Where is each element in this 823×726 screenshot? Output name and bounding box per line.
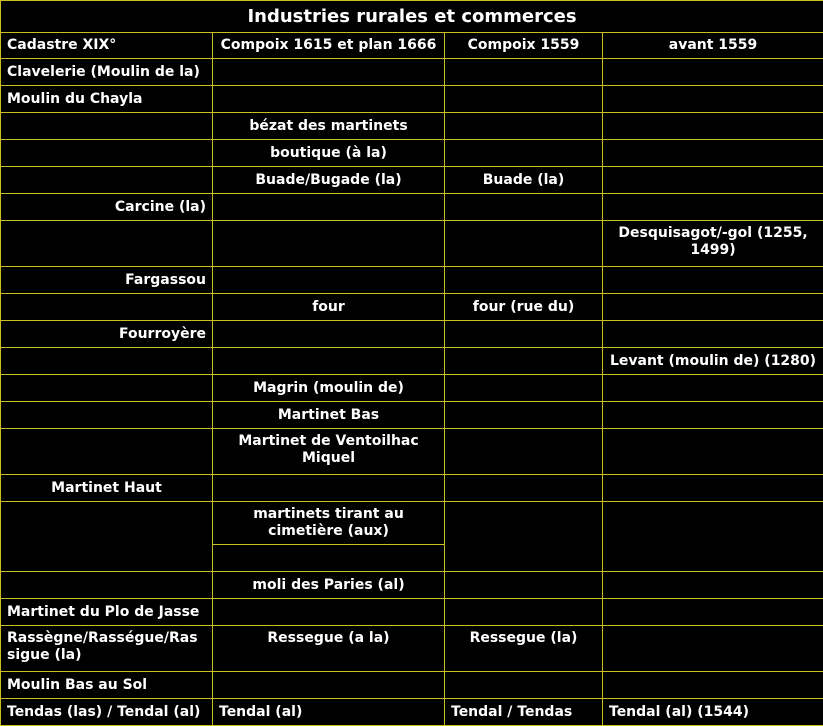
cell: Tendal (al): [213, 699, 445, 726]
cell: Fargassou: [1, 267, 213, 294]
table-row: [1, 572, 823, 599]
cell: Magrin (moulin de): [213, 375, 445, 402]
cell: Buade/Bugade (la): [213, 167, 445, 194]
table-row: [1, 429, 823, 475]
table-row: [1, 167, 823, 194]
cell: [445, 475, 603, 502]
cell: Martinet Haut: [1, 475, 213, 502]
cell: Ressegue (la): [445, 626, 603, 672]
table-row: [1, 348, 823, 375]
table-row: [1, 294, 823, 321]
table-row: [1, 699, 823, 726]
cell: four (rue du): [445, 294, 603, 321]
cell: [445, 113, 603, 140]
table-title: Industries rurales et commerces: [1, 1, 823, 33]
table-row: [1, 502, 823, 545]
cell: [213, 221, 445, 267]
cell: [1, 167, 213, 194]
cell: [213, 194, 445, 221]
cell: Buade (la): [445, 167, 603, 194]
cell: [445, 572, 603, 599]
cell: [445, 221, 603, 267]
table-row: [1, 59, 823, 86]
cell: [1, 348, 213, 375]
cell: [603, 475, 823, 502]
cell: four: [213, 294, 445, 321]
cell: [603, 672, 823, 699]
cell: [603, 599, 823, 626]
cell: Levant (moulin de) (1280): [603, 348, 823, 375]
cell: [603, 572, 823, 599]
cell: martinets tirant au cimetière (aux): [213, 502, 445, 545]
header-cadastre: Cadastre XIX°: [1, 33, 213, 59]
cell: [1, 140, 213, 167]
cell: [1, 294, 213, 321]
cell: [603, 321, 823, 348]
cell: [1, 572, 213, 599]
cell: boutique (à la): [213, 140, 445, 167]
cell: [1, 402, 213, 429]
cell: [445, 375, 603, 402]
cell: [603, 194, 823, 221]
table-row: [1, 672, 823, 699]
cell: Tendal (al) (1544): [603, 699, 823, 726]
table-row: [1, 475, 823, 502]
cell: [603, 167, 823, 194]
cell: Martinet Bas: [213, 402, 445, 429]
cell: [445, 194, 603, 221]
cell: Moulin Bas au Sol: [1, 672, 213, 699]
cell: [445, 140, 603, 167]
header-compoix-1559: Compoix 1559: [445, 33, 603, 59]
cell: [445, 86, 603, 113]
cell: [603, 59, 823, 86]
cell: [603, 86, 823, 113]
cell: [445, 502, 603, 572]
table-row: [1, 375, 823, 402]
cell: Tendas (las) / Tendal (al): [1, 699, 213, 726]
cell: Fourroyère: [1, 321, 213, 348]
cell: moli des Paries (al): [213, 572, 445, 599]
table-row: [1, 626, 823, 672]
table-row: [1, 113, 823, 140]
cell: [213, 86, 445, 113]
cell: Carcine (la): [1, 194, 213, 221]
table-row: [1, 321, 823, 348]
cell: Tendal / Tendas: [445, 699, 603, 726]
header-compoix-1615: Compoix 1615 et plan 1666: [213, 33, 445, 59]
cell: bézat des martinets: [213, 113, 445, 140]
header-row: [1, 33, 823, 59]
cell: [1, 375, 213, 402]
cell: [213, 599, 445, 626]
cell: [445, 402, 603, 429]
cell: Martinet du Plo de Jasse: [1, 599, 213, 626]
table-row: [1, 86, 823, 113]
table-row: [1, 140, 823, 167]
cell: [445, 599, 603, 626]
cell: [603, 626, 823, 672]
table-row: [1, 402, 823, 429]
cell: [445, 429, 603, 475]
table-row: [1, 221, 823, 267]
cell: Desquisagot/-gol (1255, 1499): [603, 221, 823, 267]
cell: Martinet de Ventoilhac Miquel: [213, 429, 445, 475]
cell: [445, 59, 603, 86]
cell: [603, 267, 823, 294]
cell: Clavelerie (Moulin de la): [1, 59, 213, 86]
cell: [445, 672, 603, 699]
header-avant-1559: avant 1559: [603, 33, 823, 59]
cell: [213, 672, 445, 699]
cell: [445, 267, 603, 294]
cell: [603, 502, 823, 572]
cell: [603, 294, 823, 321]
cell: Moulin du Chayla: [1, 86, 213, 113]
table-row: [1, 267, 823, 294]
cell: [603, 140, 823, 167]
cell: [445, 348, 603, 375]
cell: [1, 221, 213, 267]
cell: [445, 321, 603, 348]
cell: [603, 375, 823, 402]
cell: [213, 267, 445, 294]
cell: [1, 113, 213, 140]
cell: [1, 502, 213, 572]
cell: [603, 402, 823, 429]
cell: [213, 348, 445, 375]
table-row: [1, 194, 823, 221]
cell: [1, 429, 213, 475]
title-row: [1, 1, 823, 33]
cell: [603, 113, 823, 140]
table-row: [1, 599, 823, 626]
cell: Rassègne/Rasségue/Ras sigue (la): [1, 626, 213, 672]
cell: [213, 475, 445, 502]
cell: [213, 59, 445, 86]
cell: [213, 545, 445, 572]
cell: Ressegue (a la): [213, 626, 445, 672]
cell: [213, 321, 445, 348]
cell: [603, 429, 823, 475]
